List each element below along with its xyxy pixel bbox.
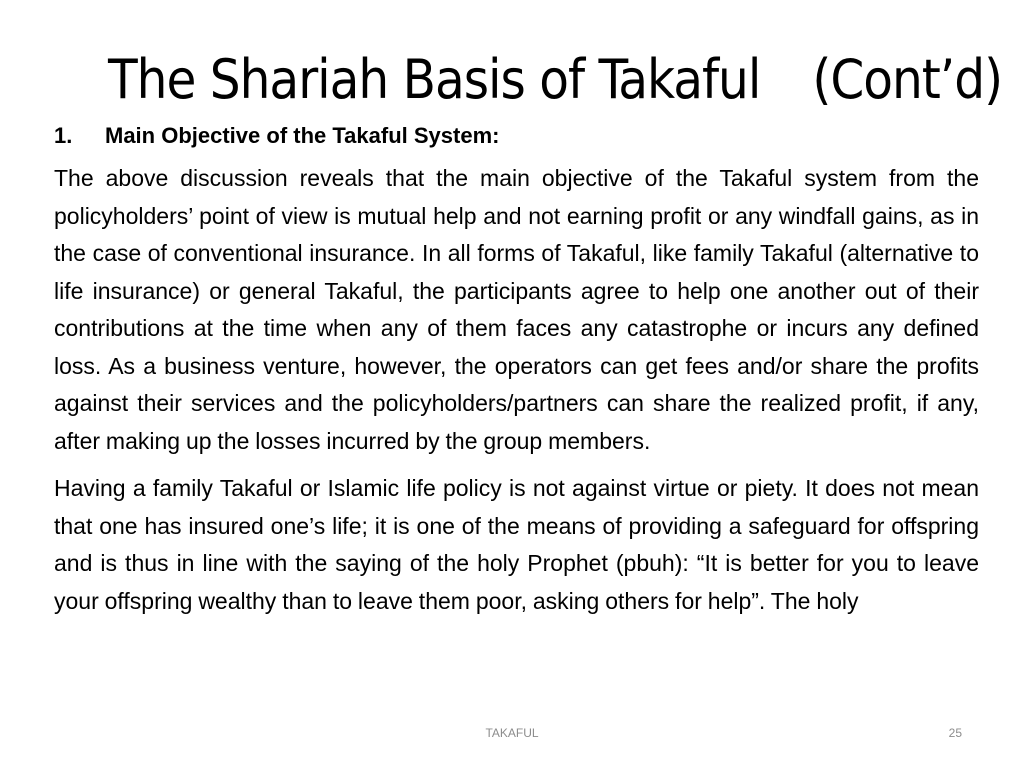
section-number: 1. — [54, 123, 73, 148]
body-paragraph-2: Having a family Takaful or Islamic life policy is not against virtue or piety. It does not mean that one has insured one’s life; it is one of the means of providing a safeguard for offspring and is thus in line with the saying of the holy Prophet (pbuh): “It is better for you to leave your offspring wealthy than to leave them poor, asking others for help”. The holy — [54, 475, 979, 614]
title-suffix: (Cont’d) — [812, 48, 1003, 111]
section-heading — [54, 120, 979, 152]
slide-content — [54, 120, 979, 630]
footer-label: TAKAFUL — [485, 726, 539, 740]
page-number: 25 — [948, 726, 962, 740]
slide-title — [108, 40, 1008, 120]
section-heading-text: Main Objective of the Takaful System: — [105, 123, 500, 148]
title-main: The Shariah Basis of Takaful — [108, 48, 761, 111]
body-paragraph-1: The above discussion reveals that the main objective of the Takaful system from the policyholders’ point of view is mutual help and not earning profit or any windfall gains, as in the case of conventional insurance. In all forms of Takaful, like family Takaful (alternative to life insurance) or general Takaful, the participants agree to help one another out of their contributions at the time when any of them faces any catastrophe or incurs any defined loss. As a business venture, however, the operators can get fees and/or share the profits against their services and the policyholders/partners can share the realized profit, if any, after making up the losses incurred by the group members. — [54, 165, 979, 454]
